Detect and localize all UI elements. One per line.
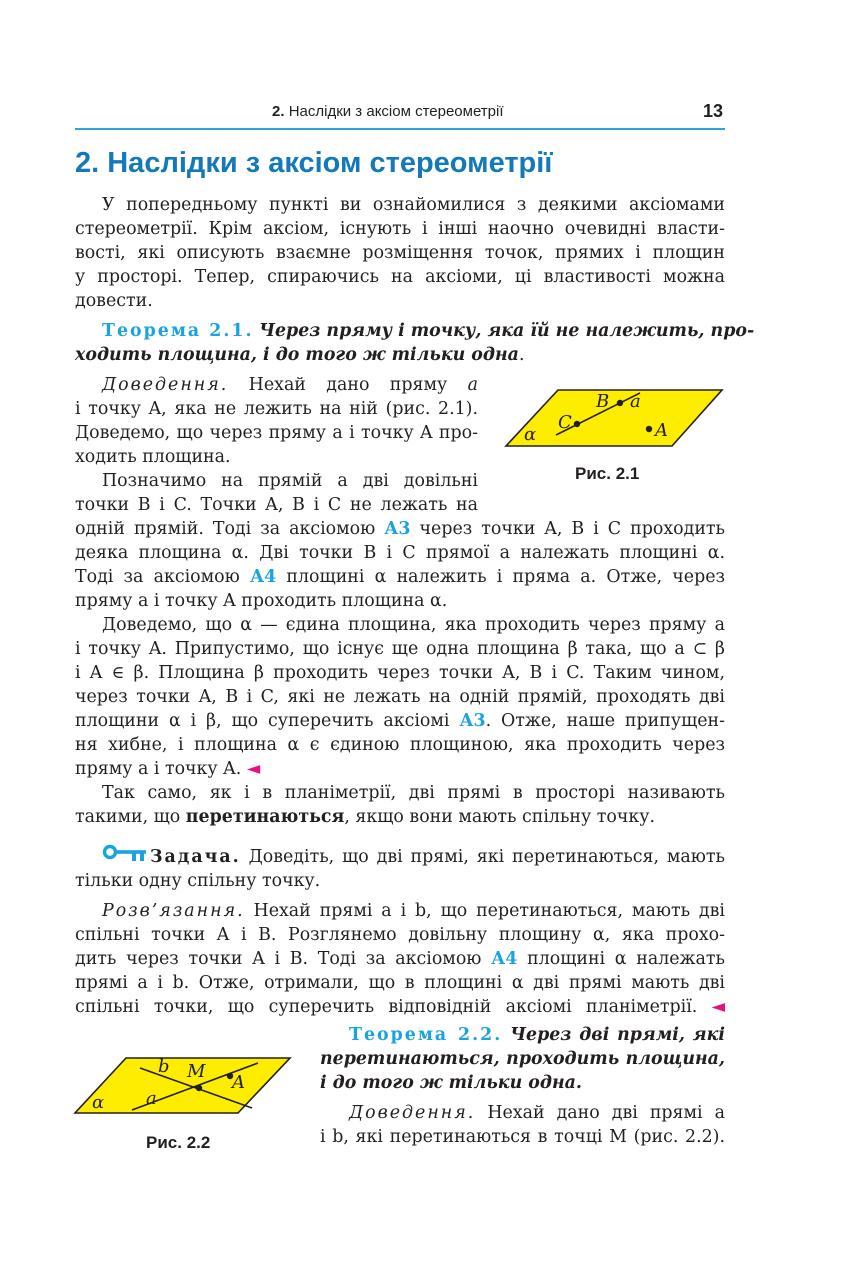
uniqueness-line: і точку A. Припустимо, що існує ще одна площина β така, що a ⊂ β	[75, 639, 725, 659]
uniqueness-line: Доведемо, що α — єдина площина, яка проходить через пряму a	[102, 615, 725, 635]
proof-1-line	[75, 565, 725, 589]
theorem-2-text: Через дві прямі, які	[502, 1025, 725, 1045]
proof-1-line: Позначимо на прямій a дві довільні	[102, 471, 478, 491]
theorem-1-line	[102, 319, 755, 343]
theorem-2-text: і до того ж тільки одна.	[320, 1073, 582, 1093]
header-rule	[75, 128, 725, 130]
proof-1-line: точки B і C. Точки A, B і C не лежать на	[75, 495, 478, 515]
solution-line: спільні точки A і B. Розглянемо довільну площину α, яка прохо-	[75, 925, 725, 945]
proof-2-line	[349, 1101, 725, 1125]
proof-1-line: пряму a і точку A проходить площина α.	[75, 591, 448, 611]
intro-line: стереометрії. Крім аксіом, існують і інші наочно очевидні власти-	[75, 219, 725, 239]
uniqueness-line: через точки A, B і C, які не лежать на одній прямій, проходять дві	[75, 687, 725, 707]
page-number: 13	[703, 101, 724, 121]
label-b: B	[596, 391, 610, 412]
plane-alpha-shape	[506, 390, 722, 446]
definition-text: такими, що	[75, 807, 186, 827]
solution-text: Нехай прямі a і b, що перетинаються, мають дві	[244, 901, 725, 921]
end-of-proof-marker: ◄	[711, 997, 726, 1017]
theorem-2-line	[349, 1023, 725, 1047]
label-m: M	[187, 1061, 206, 1082]
label-c: C	[558, 412, 572, 433]
proof-2-label: Доведення.	[349, 1103, 476, 1123]
section-title: Наслідки з аксіом стереометрії	[288, 103, 504, 120]
solution-line	[102, 899, 725, 923]
label-point-a: A	[655, 420, 668, 441]
label-alpha: α	[92, 1092, 105, 1113]
proof-1-text: Тоді за аксіомою	[75, 567, 250, 587]
running-header	[272, 103, 504, 120]
proof-1-text: площині α належить і пряма a. Отже, через	[276, 567, 725, 587]
point-b	[617, 400, 623, 406]
solution-line	[75, 947, 725, 971]
point-a	[646, 426, 652, 432]
plane-alpha-shape	[75, 1058, 290, 1113]
proof-2-text: Нехай дано дві прямі a	[475, 1103, 725, 1123]
solution-line: прямі a і b. Отже, отримали, що в площині α дві прямі мають дві	[75, 973, 725, 993]
theorem-1-text: ходить площина, і до того ж тільки одна	[75, 345, 519, 365]
uniqueness-text: площини α і β, що суперечить аксіомі	[75, 711, 460, 731]
task-text: Доведіть, що дві прямі, які перетинаються, мають	[240, 847, 725, 867]
proof-2-line: і b, які перетинаються в точці M (рис. 2.2).	[320, 1127, 725, 1147]
proof-1-var: a	[467, 375, 478, 395]
term-intersect: перетинаються	[185, 807, 345, 827]
axiom-ref-a3: А3	[384, 519, 411, 539]
label-a: a	[146, 1088, 157, 1109]
theorem-2-line	[320, 1047, 725, 1071]
solution-text: спільні точки, що суперечить відповідній аксіомі планіметрії.	[75, 997, 698, 1017]
point-c	[574, 421, 580, 427]
figure-2-2	[70, 1050, 295, 1120]
solution-text: дить через точки A і B. Тоді за аксіомою	[75, 949, 492, 969]
figure-2-1-caption: Рис. 2.1	[575, 464, 640, 483]
end-of-proof-marker: ◄	[246, 759, 261, 779]
theorem-1-text: Через пряму і точку, яка їй не належить, про-	[259, 321, 755, 341]
task-line	[150, 845, 725, 869]
label-point-a: A	[232, 1072, 245, 1093]
solution-text: площині α належать	[517, 949, 725, 969]
proof-1-line: і точку A, яка не лежить на ній (рис. 2.1).	[75, 399, 478, 419]
definition-line	[75, 805, 655, 829]
task-line: тільки одну спільну точку.	[75, 871, 321, 891]
key-icon	[102, 844, 148, 862]
theorem-2-text: перетинаються, проходить площина,	[320, 1049, 725, 1069]
proof-1-text: Нехай дано пряму	[228, 375, 468, 395]
theorem-2-label: Теорема 2.2.	[349, 1025, 503, 1045]
solution-label: Розв’язання.	[102, 901, 245, 921]
intro-line: довести.	[75, 291, 153, 311]
uniqueness-line	[75, 757, 260, 781]
point-m	[196, 1085, 202, 1091]
proof-1-line: Доведемо, що через пряму a і точку A про-	[75, 423, 478, 443]
figure-2-1	[500, 380, 730, 455]
page-title: 2. Наслідки з аксіом стереометрії	[75, 147, 553, 179]
uniqueness-line: і A ∈ β. Площина β проходить через точки A, B і C. Таким чином,	[75, 663, 725, 683]
theorem-2-line	[320, 1071, 582, 1095]
figure-2-2-caption: Рис. 2.2	[146, 1133, 211, 1152]
uniqueness-text: . Отже, наше припущен-	[485, 711, 725, 731]
definition-text: , якщо вони мають спільну точку.	[344, 807, 656, 827]
proof-1-line: деяка площина α. Дві точки B і C прямої a належать площині α.	[75, 543, 725, 563]
axiom-ref-a4: А4	[491, 949, 518, 969]
proof-1-line	[75, 517, 725, 541]
proof-1-text: через точки A, B і C проходить	[410, 519, 725, 539]
theorem-1-line	[75, 343, 524, 367]
label-alpha: α	[524, 424, 537, 445]
intro-line: вості, які описують взаємне розміщення точок, прямих і площин	[75, 243, 725, 263]
theorem-1-dot: .	[518, 345, 525, 365]
intro-line: у просторі. Тепер, спираючись на аксіоми, ці властивості можна	[75, 267, 725, 287]
proof-1-line: ходить площина.	[75, 447, 231, 467]
proof-1-text: одній прямій. Тоді за аксіомою	[75, 519, 385, 539]
label-b: b	[158, 1056, 170, 1077]
axiom-ref-a3: А3	[459, 711, 486, 731]
label-a: a	[630, 391, 641, 412]
task-label: Задача.	[150, 847, 241, 867]
uniqueness-line	[75, 709, 725, 733]
theorem-1-label: Теорема 2.1.	[102, 321, 254, 341]
axiom-ref-a4: А4	[249, 567, 277, 587]
proof-1-label: Доведення.	[102, 375, 229, 395]
intro-line: У попередньому пункті ви ознайомилися з деякими аксіомами	[102, 195, 725, 215]
definition-line: Так само, як і в планіметрії, дві прямі в просторі називають	[102, 783, 725, 803]
uniqueness-line: ня хибне, і площина α є єдиною площиною, яка проходить через	[75, 735, 725, 755]
proof-1-line	[102, 373, 478, 397]
solution-line	[75, 995, 725, 1019]
uniqueness-text: пряму a і точку A.	[75, 759, 242, 779]
section-number: 2.	[272, 103, 285, 120]
